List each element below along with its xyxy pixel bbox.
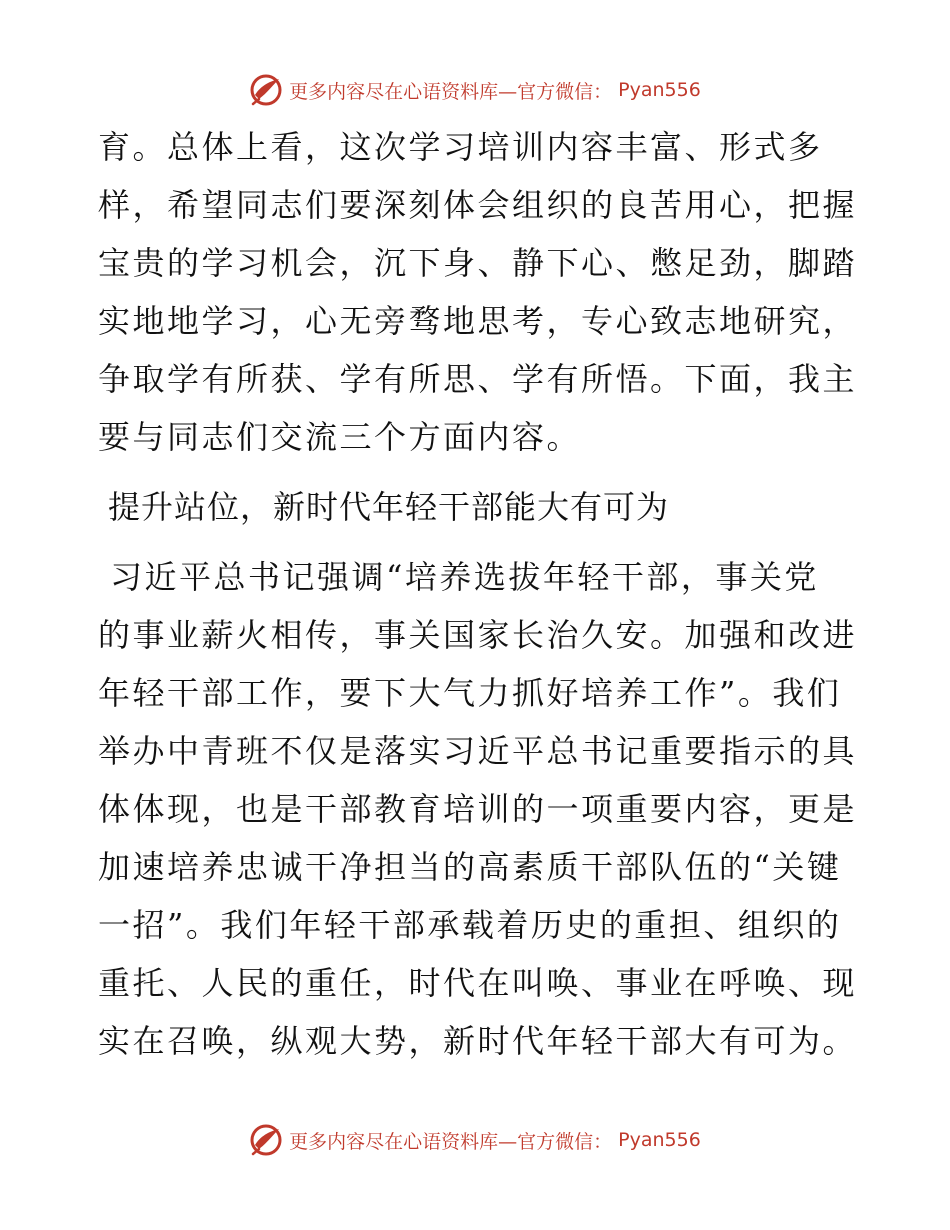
text-line: 年轻干部工作，要下大气力抓好培养工作”。我们 bbox=[98, 674, 842, 712]
text-line: 一招”。我们年轻干部承载着历史的重担、组织的 bbox=[98, 906, 842, 944]
pen-logo-icon bbox=[249, 73, 283, 107]
text-line: 育。总体上看，这次学习培训内容丰富、形式多 bbox=[98, 128, 823, 166]
banner-text: 更多内容尽在心语资料库—官方微信： bbox=[289, 80, 613, 103]
text-line: 要与同志们交流三个方面内容。 bbox=[98, 418, 582, 456]
paragraph-body bbox=[98, 548, 858, 1070]
text-line: 加速培养忠诚干净担当的高素质干部队伍的“关键 bbox=[98, 848, 842, 886]
text-line: 举办中青班不仅是落实习近平总书记重要指示的具 bbox=[98, 732, 858, 770]
pen-logo-icon bbox=[249, 1123, 283, 1157]
text-line: 宝贵的学习机会，沉下身、静下心、憋足劲，脚踏 bbox=[98, 244, 858, 282]
banner-text: 更多内容尽在心语资料库—官方微信： bbox=[289, 1130, 613, 1153]
text-line: 实地地学习，心无旁骛地思考，专心致志地研究， bbox=[98, 302, 858, 340]
document-body bbox=[98, 118, 858, 1070]
header-watermark-banner bbox=[0, 70, 950, 110]
text-line: 的事业薪火相传，事关国家长治久安。加强和改进 bbox=[98, 616, 858, 654]
text-line: 习近平总书记强调“培养选拔年轻干部，事关党 bbox=[110, 558, 819, 596]
banner-wechat-id: Pyan556 bbox=[618, 79, 701, 101]
text-line: 重托、人民的重任，时代在叫唤、事业在呼唤、现 bbox=[98, 964, 858, 1002]
text-line: 争取学有所获、学有所思、学有所悟。下面，我主 bbox=[98, 360, 858, 398]
text-line: 实在召唤，纵观大势，新时代年轻干部大有可为。 bbox=[98, 1022, 858, 1060]
text-line: 体体现，也是干部教育培训的一项重要内容，更是 bbox=[98, 790, 858, 828]
text-line: 样，希望同志们要深刻体会组织的良苦用心，把握 bbox=[98, 186, 858, 224]
section-heading: 提升站位，新时代年轻干部能大有可为 bbox=[108, 488, 670, 526]
paragraph-intro bbox=[98, 118, 858, 466]
footer-watermark-banner bbox=[0, 1120, 950, 1160]
banner-wechat-id: Pyan556 bbox=[618, 1129, 701, 1151]
